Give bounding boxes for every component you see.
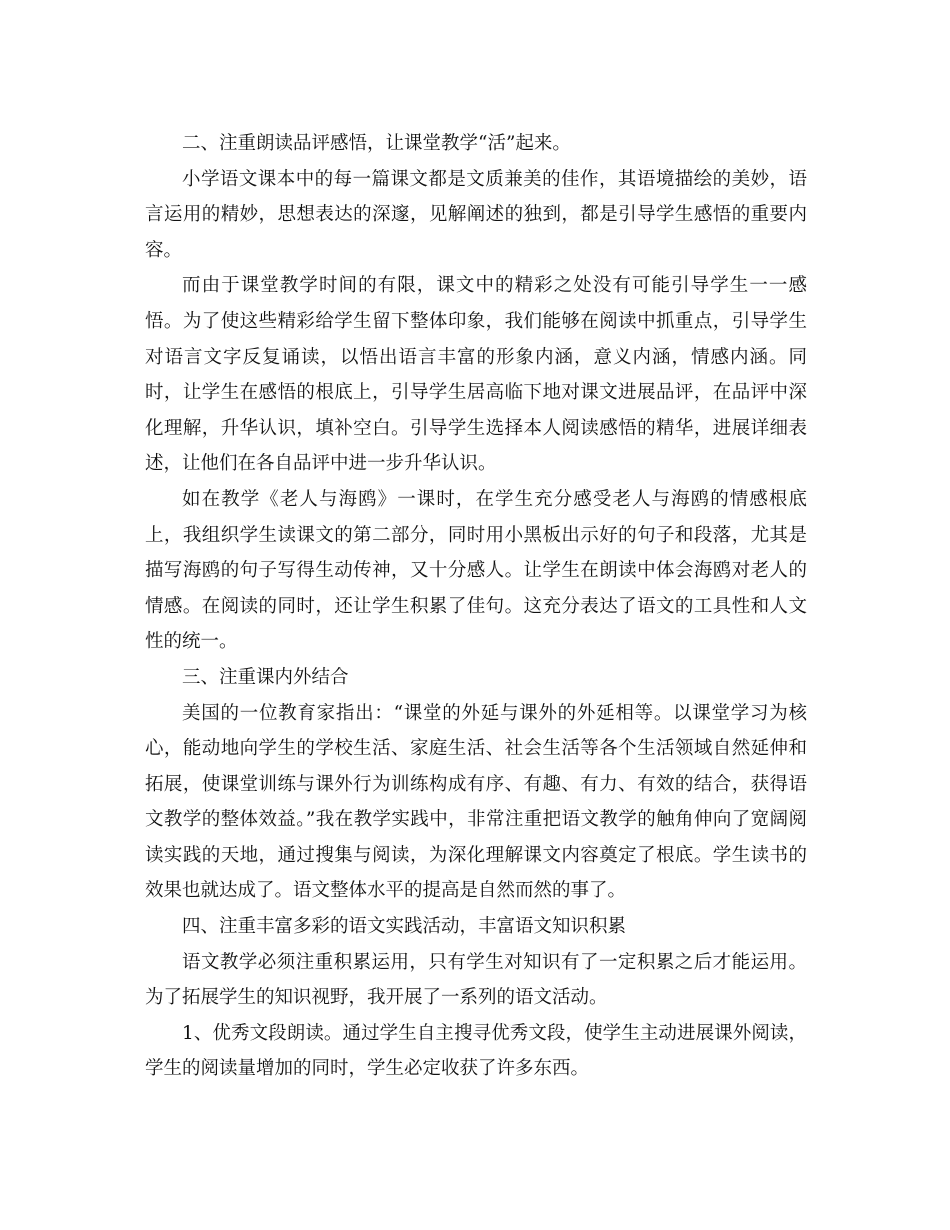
paragraph: 如在教学《老人与海鸥》一课时，在学生充分感受老人与海鸥的情感根底上，我组织学生读课文的第二部分，同时用小黑板出示好的句子和段落，尤其是描写海鸥的句子写得生动传神，又十分感人。让学生在朗读中体会海鸥对老人的情感。在阅读的同时，还让学生积累了佳句。这充分表达了语文的工具性和人文性的统一。	[145, 488, 807, 653]
list-item: 1、优秀文段朗读。通过学生自主搜寻优秀文段，使学生主动进展课外阅读，学生的阅读量增加的同时，学生必定收获了许多东西。	[145, 1022, 807, 1080]
section-heading-3: 三、注重课内外结合	[182, 666, 349, 688]
section-heading-4: 四、注重丰富多彩的语文实践活动，丰富语文知识积累	[182, 916, 627, 938]
paragraph: 小学语文课本中的每一篇课文都是文质兼美的佳作，其语境描绘的美妙，语言运用的精妙，思想表达的深邃，见解阐述的独到，都是引导学生感悟的重要内容。	[145, 168, 807, 261]
paragraph: 语文教学必须注重积累运用，只有学生对知识有了一定积累之后才能运用。为了拓展学生的知识视野，我开展了一系列的语文活动。	[145, 951, 807, 1009]
paragraph: 而由于课堂教学时间的有限，课文中的精彩之处没有可能引导学生一一感悟。为了使这些精彩给学生留下整体印象，我们能够在阅读中抓重点，引导学生对语言文字反复诵读，以悟出语言丰富的形象内涵，意义内涵，情感内涵。同时，让学生在感悟的根底上，引导学生居高临下地对课文进展品评，在品评中深化理解，升华认识，填补空白。引导学生选择本人阅读感悟的精华，进展详细表述，让他们在各自品评中进一步升华认识。	[145, 275, 807, 475]
document-body	[145, 126, 807, 1087]
section-heading-2: 二、注重朗读品评感悟，让课堂教学“活”起来。	[182, 133, 571, 154]
paragraph: 美国的一位教育家指出：“课堂的外延与课外的外延相等。以课堂学习为核心，能动地向学生的学校生活、家庭生活、社会生活等各个生活领域自然延伸和拓展，使课堂训练与课外行为训练构成有序、有趣、有力、有效的结合，获得语文教学的整体效益。”我在教学实践中，非常注重把语文教学的触角伸向了宽阔阅读实践的天地，通过搜集与阅读，为深化理解课文内容奠定了根底。学生读书的效果也就达成了。语文整体水平的提高是自然而然的事了。	[145, 702, 807, 902]
